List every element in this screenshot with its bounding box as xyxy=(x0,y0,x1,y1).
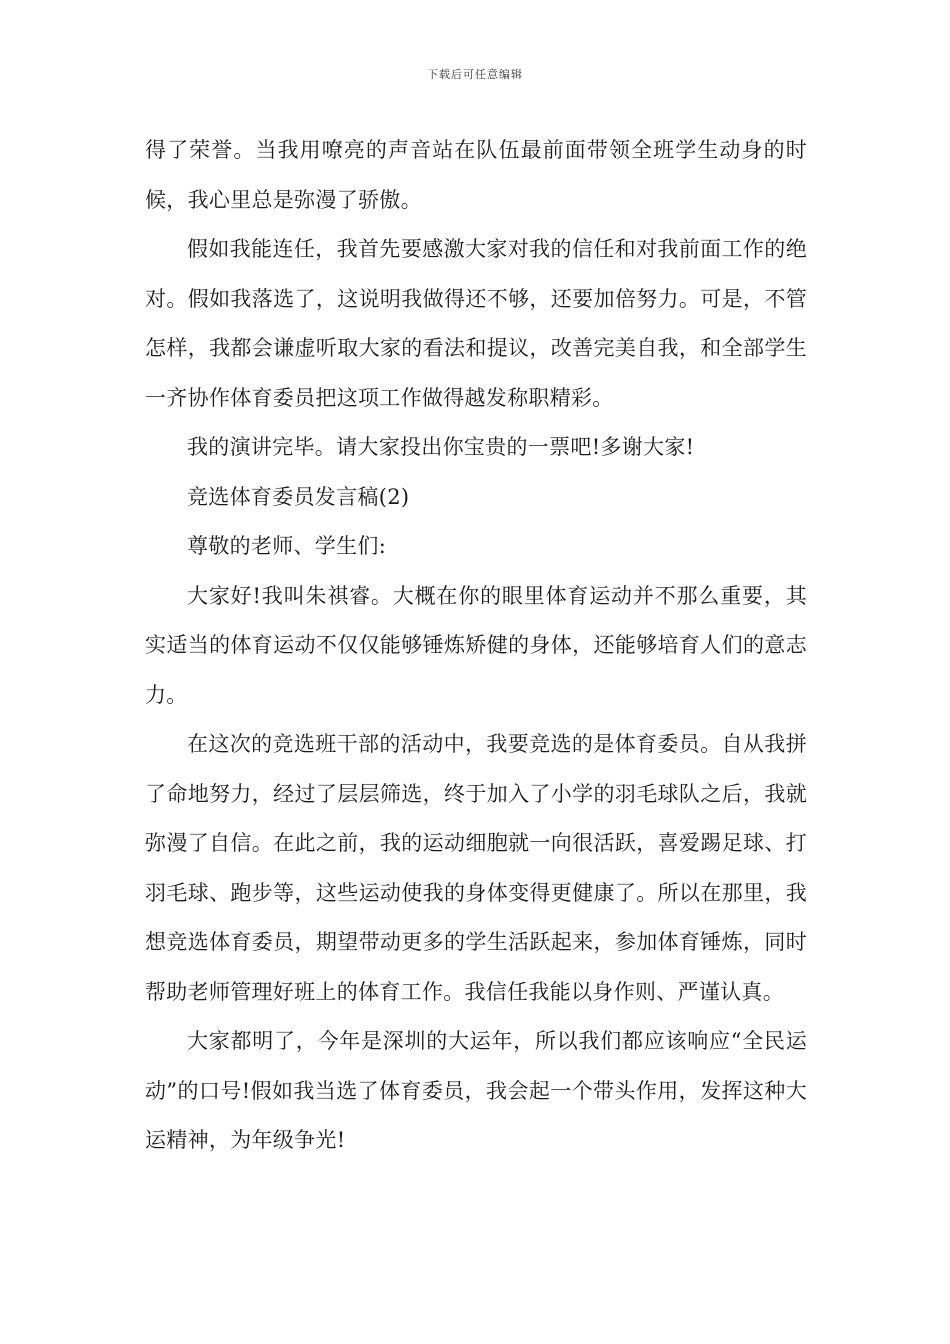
paragraph: 我的演讲完毕。请大家投出你宝贵的一票吧!多谢大家! xyxy=(187,435,695,459)
paragraph: 大家好!我叫朱祺睿。大概在你的眼里体育运动并不那么重要，其实适当的体育运动不仅仅能够锤炼矫健的身体，还能够培育人们的意志力。 xyxy=(145,583,807,707)
document-body xyxy=(145,126,829,1166)
section-title: 竞选体育委员发言稿(2) xyxy=(187,484,410,509)
paragraph: 得了荣誉。当我用嘹亮的声音站在队伍最前面带领全班学生动身的时候，我心里总是弥漫了骄傲。 xyxy=(145,138,807,212)
page-header-note: 下载后可任意编辑 xyxy=(427,68,523,81)
paragraph: 在这次的竞选班干部的活动中，我要竞选的是体育委员。自从我拼了命地努力，经过了层层筛选，终于加入了小学的羽毛球队之后，我就弥漫了自信。在此之前，我的运动细胞就一向很活跃，喜爱踢足球、打 羽毛球、跑步等，这些运动使我的身体变得更健康了。所以在那里，我想竞选体育委员，期望带动更多的学生活跃起来，参加体育锤炼，同时帮助老师管理好班上的体育工作。我信任我能以身作则、严谨认真。 xyxy=(145,732,829,1004)
paragraph: 假如我能连任，我首先要感激大家对我的信任和对我前面工作的绝对。假如我落选了，这说明我做得还不够，还要加倍努力。可是，不管怎样，我都会谦虚听取大家的看法和提议，改善完美自我，和全部学生一齐协作体育委员把这项工作做得越发称职精彩。 xyxy=(145,237,807,410)
salutation: 尊敬的老师、学生们: xyxy=(187,534,387,558)
paragraph: 大家都明了，今年是深圳的大运年，所以我们都应该响应“全民运动”的口号!假如我当选了体育委员，我会起一个带头作用，发挥这种大运精神，为年级争光! xyxy=(145,1029,807,1152)
